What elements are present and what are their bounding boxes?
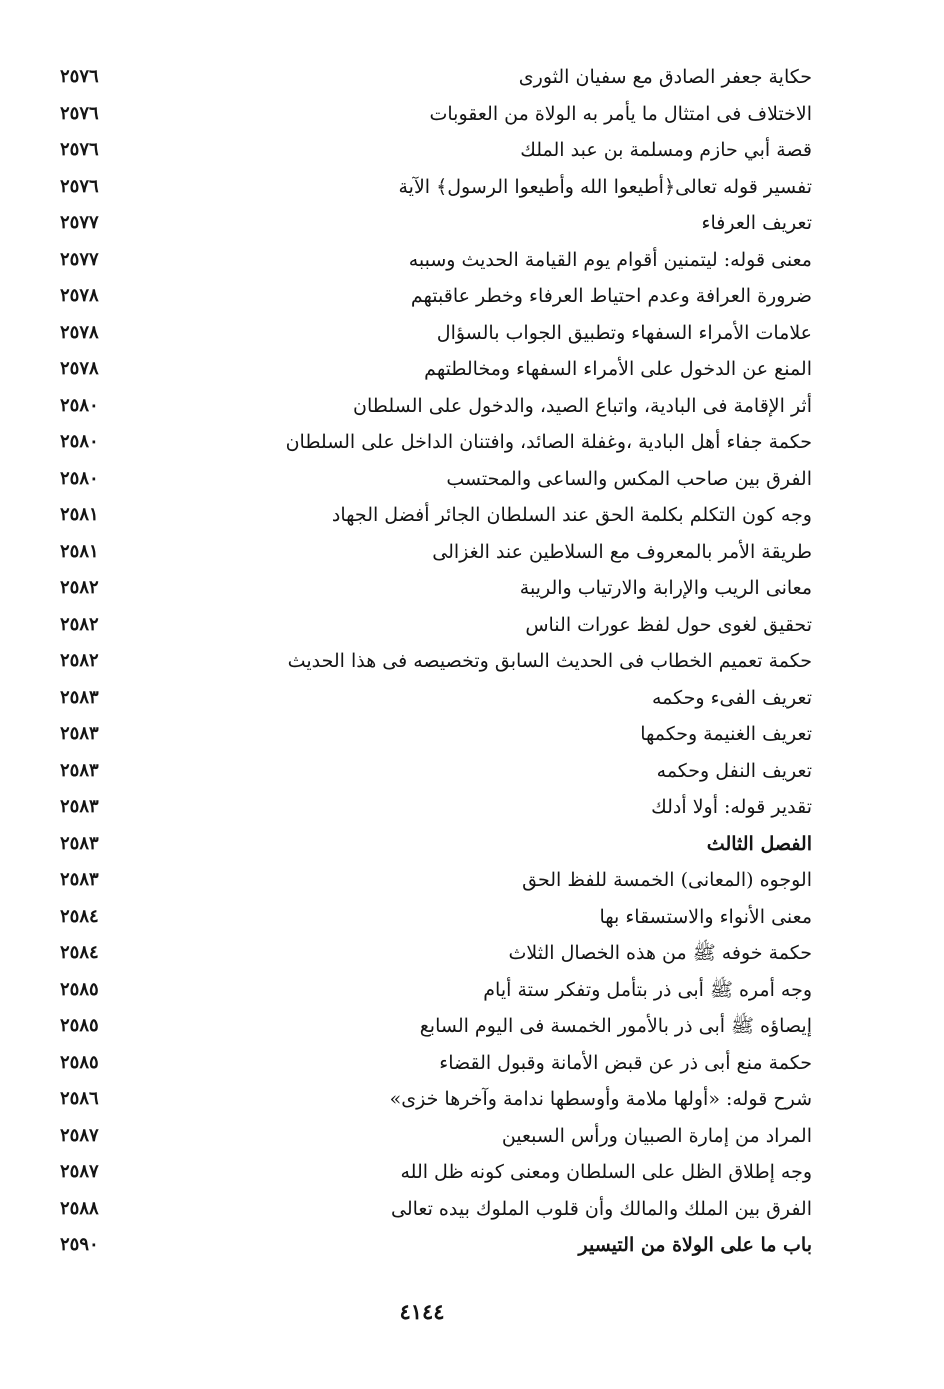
toc-entry-page-number: ٢٥٨٠ [60,394,99,416]
toc-entry [60,97,812,134]
toc-entry [60,644,812,681]
toc-entry-title: الوجوه (المعانى) الخمسة للفظ الحق [522,869,812,891]
toc-entry [60,936,812,973]
toc-entry [60,1009,812,1046]
toc-entry-page-number: ٢٥٨٥ [60,1051,99,1073]
toc-entry-title: تعريف العرفاء [701,212,812,234]
toc-heading: الفصل الثالث [706,832,812,855]
toc-entry-title: تفسير قوله تعالى﴿أطيعوا الله وأطيعوا الرسول﴾ الآية [398,175,812,198]
toc-entry-title: إيصاؤه ﷺ أبى ذر بالأمور الخمسة فى اليوم السابع [419,1015,812,1037]
toc-entry [60,1046,812,1083]
toc-entry-page-number: ٢٥٧٦ [60,66,99,87]
toc-entry-page-number: ٢٥٨٣ [60,723,99,744]
toc-entry-page-number: ٢٥٨٣ [60,796,99,817]
toc-entry-page-number: ٢٥٨٢ [60,613,99,635]
toc-entry [60,1228,812,1265]
toc-entry-page-number: ٢٥٨١ [60,540,99,562]
toc-entry-page-number: ٢٥٧٨ [60,358,99,379]
toc-entry [60,462,812,499]
toc-entry [60,243,812,280]
toc-entry [60,352,812,389]
toc-entry [60,608,812,645]
toc-entry-title: علامات الأمراء السفهاء وتطبيق الجواب بالسؤال [436,321,812,344]
toc-entry-page-number: ٢٥٨٢ [60,650,99,671]
toc-entry [60,571,812,608]
toc-entry-page-number: ٢٥٨٥ [60,1015,99,1036]
toc-entry-title: تعريف الفىء وحكمه [651,686,812,709]
toc-entry-title: طريقة الأمر بالمعروف مع السلاطين عند الغزالى [432,540,812,563]
toc-entry-title: تحقيق لغوى حول لفظ عورات الناس [525,613,812,636]
toc-entry-page-number: ٢٥٨٨ [60,1197,99,1219]
toc-entry [60,1155,812,1192]
toc-entry [60,535,812,572]
toc-entry-title: ضرورة العرافة وعدم احتياط العرفاء وخطر عاقبتهم [410,285,812,307]
toc-entry [60,754,812,791]
toc-entry-page-number: ٢٥٨٦ [60,1088,99,1109]
toc-entry-title: معنى الأنواء والاستسقاء بها [599,905,812,928]
toc-entry-page-number: ٢٥٨٧ [60,1161,99,1182]
toc-entry [60,681,812,718]
toc-entry-title: حكمة خوفه ﷺ من هذه الخصال الثلاث [508,942,812,964]
toc-entry-title: الفرق بين صاحب المكس والساعى والمحتسب [446,467,812,490]
toc-entry-page-number: ٢٥٨٣ [60,759,99,781]
toc-entry [60,827,812,864]
toc-entry-page-number: ٢٥٨٢ [60,577,99,598]
toc-entry [60,316,812,353]
toc-entry-page-number: ٢٥٨٤ [60,942,99,963]
toc-entry-title: المراد من إمارة الصبيان ورأس السبعين [501,1124,812,1147]
toc-entry [60,790,812,827]
toc-entry-title: وجه كون التكلم بكلمة الحق عند السلطان الجائر أفضل الجهاد [331,504,812,526]
toc-entry-page-number: ٢٥٨٠ [60,431,99,452]
toc-entry [60,206,812,243]
toc-entry [60,170,812,207]
toc-entry-title: حكمة تعميم الخطاب فى الحديث السابق وتخصيصه فى هذا الحديث [287,650,812,672]
toc-entry-title: قصة أبي حازم ومسلمة بن عبد الملك [520,139,812,161]
toc-entry-page-number: ٢٥٨٧ [60,1124,99,1146]
toc-entry [60,498,812,535]
toc-entry [60,900,812,937]
toc-entry [60,717,812,754]
toc-entry-page-number: ٢٥٧٦ [60,175,99,197]
toc-entry-page-number: ٢٥٧٨ [60,321,99,343]
toc-entry-page-number: ٢٥٩٠ [60,1234,99,1255]
toc-entry-page-number: ٢٥٨٤ [60,905,99,927]
toc-heading: باب ما على الولاة من التيسير [578,1234,812,1256]
toc-entry-page-number: ٢٥٨٣ [60,869,99,890]
toc-entry-title: وجه أمره ﷺ أبى ذر بتأمل وتفكر ستة أيام [483,978,812,1001]
toc-entry-title: معنى قوله: ليتمنين أقوام يوم القيامة الحديث وسببه [408,248,812,271]
toc-entry-title: الفرق بين الملك والمالك وأن قلوب الملوك بيده تعالى [391,1197,812,1220]
toc-entry-title: وجه إطلاق الظل على السلطان ومعنى كونه ظل الله [400,1161,812,1183]
toc-entry-page-number: ٢٥٨٣ [60,832,99,854]
toc-entry [60,389,812,426]
toc-entry [60,133,812,170]
toc-entry-page-number: ٢٥٧٦ [60,102,99,124]
toc-entry-title: المنع عن الدخول على الأمراء السفهاء ومخالطتهم [424,358,812,380]
toc-entry-page-number: ٢٥٨٣ [60,686,99,708]
toc-entry-page-number: ٢٥٨١ [60,504,99,525]
toc-entry-page-number: ٢٥٨٥ [60,978,99,1000]
toc-entry-page-number: ٢٥٨٠ [60,467,99,489]
toc-entry [60,1082,812,1119]
toc-entry [60,60,812,97]
toc-entry [60,973,812,1010]
toc-entry [60,1192,812,1229]
table-of-contents [60,60,812,1265]
toc-entry [60,279,812,316]
toc-entry-title: تعريف الغنيمة وحكمها [640,723,812,745]
toc-entry-title: تعريف النفل وحكمه [656,759,812,782]
toc-entry-title: تقدير قوله: أولا أدلك [651,796,812,818]
toc-entry [60,1119,812,1156]
toc-entry-title: أثر الإقامة فى البادية، واتباع الصيد، والدخول على السلطان [353,394,812,417]
toc-entry-page-number: ٢٥٧٧ [60,248,99,270]
toc-entry-page-number: ٢٥٧٨ [60,285,99,306]
toc-entry-title: حكاية جعفر الصادق مع سفيان الثورى [518,66,812,88]
toc-entry-title: الاختلاف فى امتثال ما يأمر به الولاة من العقوبات [429,102,812,125]
toc-entry-page-number: ٢٥٧٧ [60,212,99,233]
toc-entry [60,425,812,462]
toc-entry [60,863,812,900]
toc-entry-title: حكمة منع أبى ذر عن قبض الأمانة وقبول القضاء [439,1051,812,1074]
toc-entry-title: حكمة جفاء أهل البادية ،وغفلة الصائد، وافتنان الداخل على السلطان [285,431,812,453]
page-number: ٤١٤٤ [399,1299,445,1324]
toc-entry-page-number: ٢٥٧٦ [60,139,99,160]
toc-entry-title: شرح قوله: «أولها ملامة وأوسطها ندامة وآخرها خزى» [389,1088,812,1110]
toc-entry-title: معانى الريب والإرابة والارتياب والريبة [519,577,812,599]
